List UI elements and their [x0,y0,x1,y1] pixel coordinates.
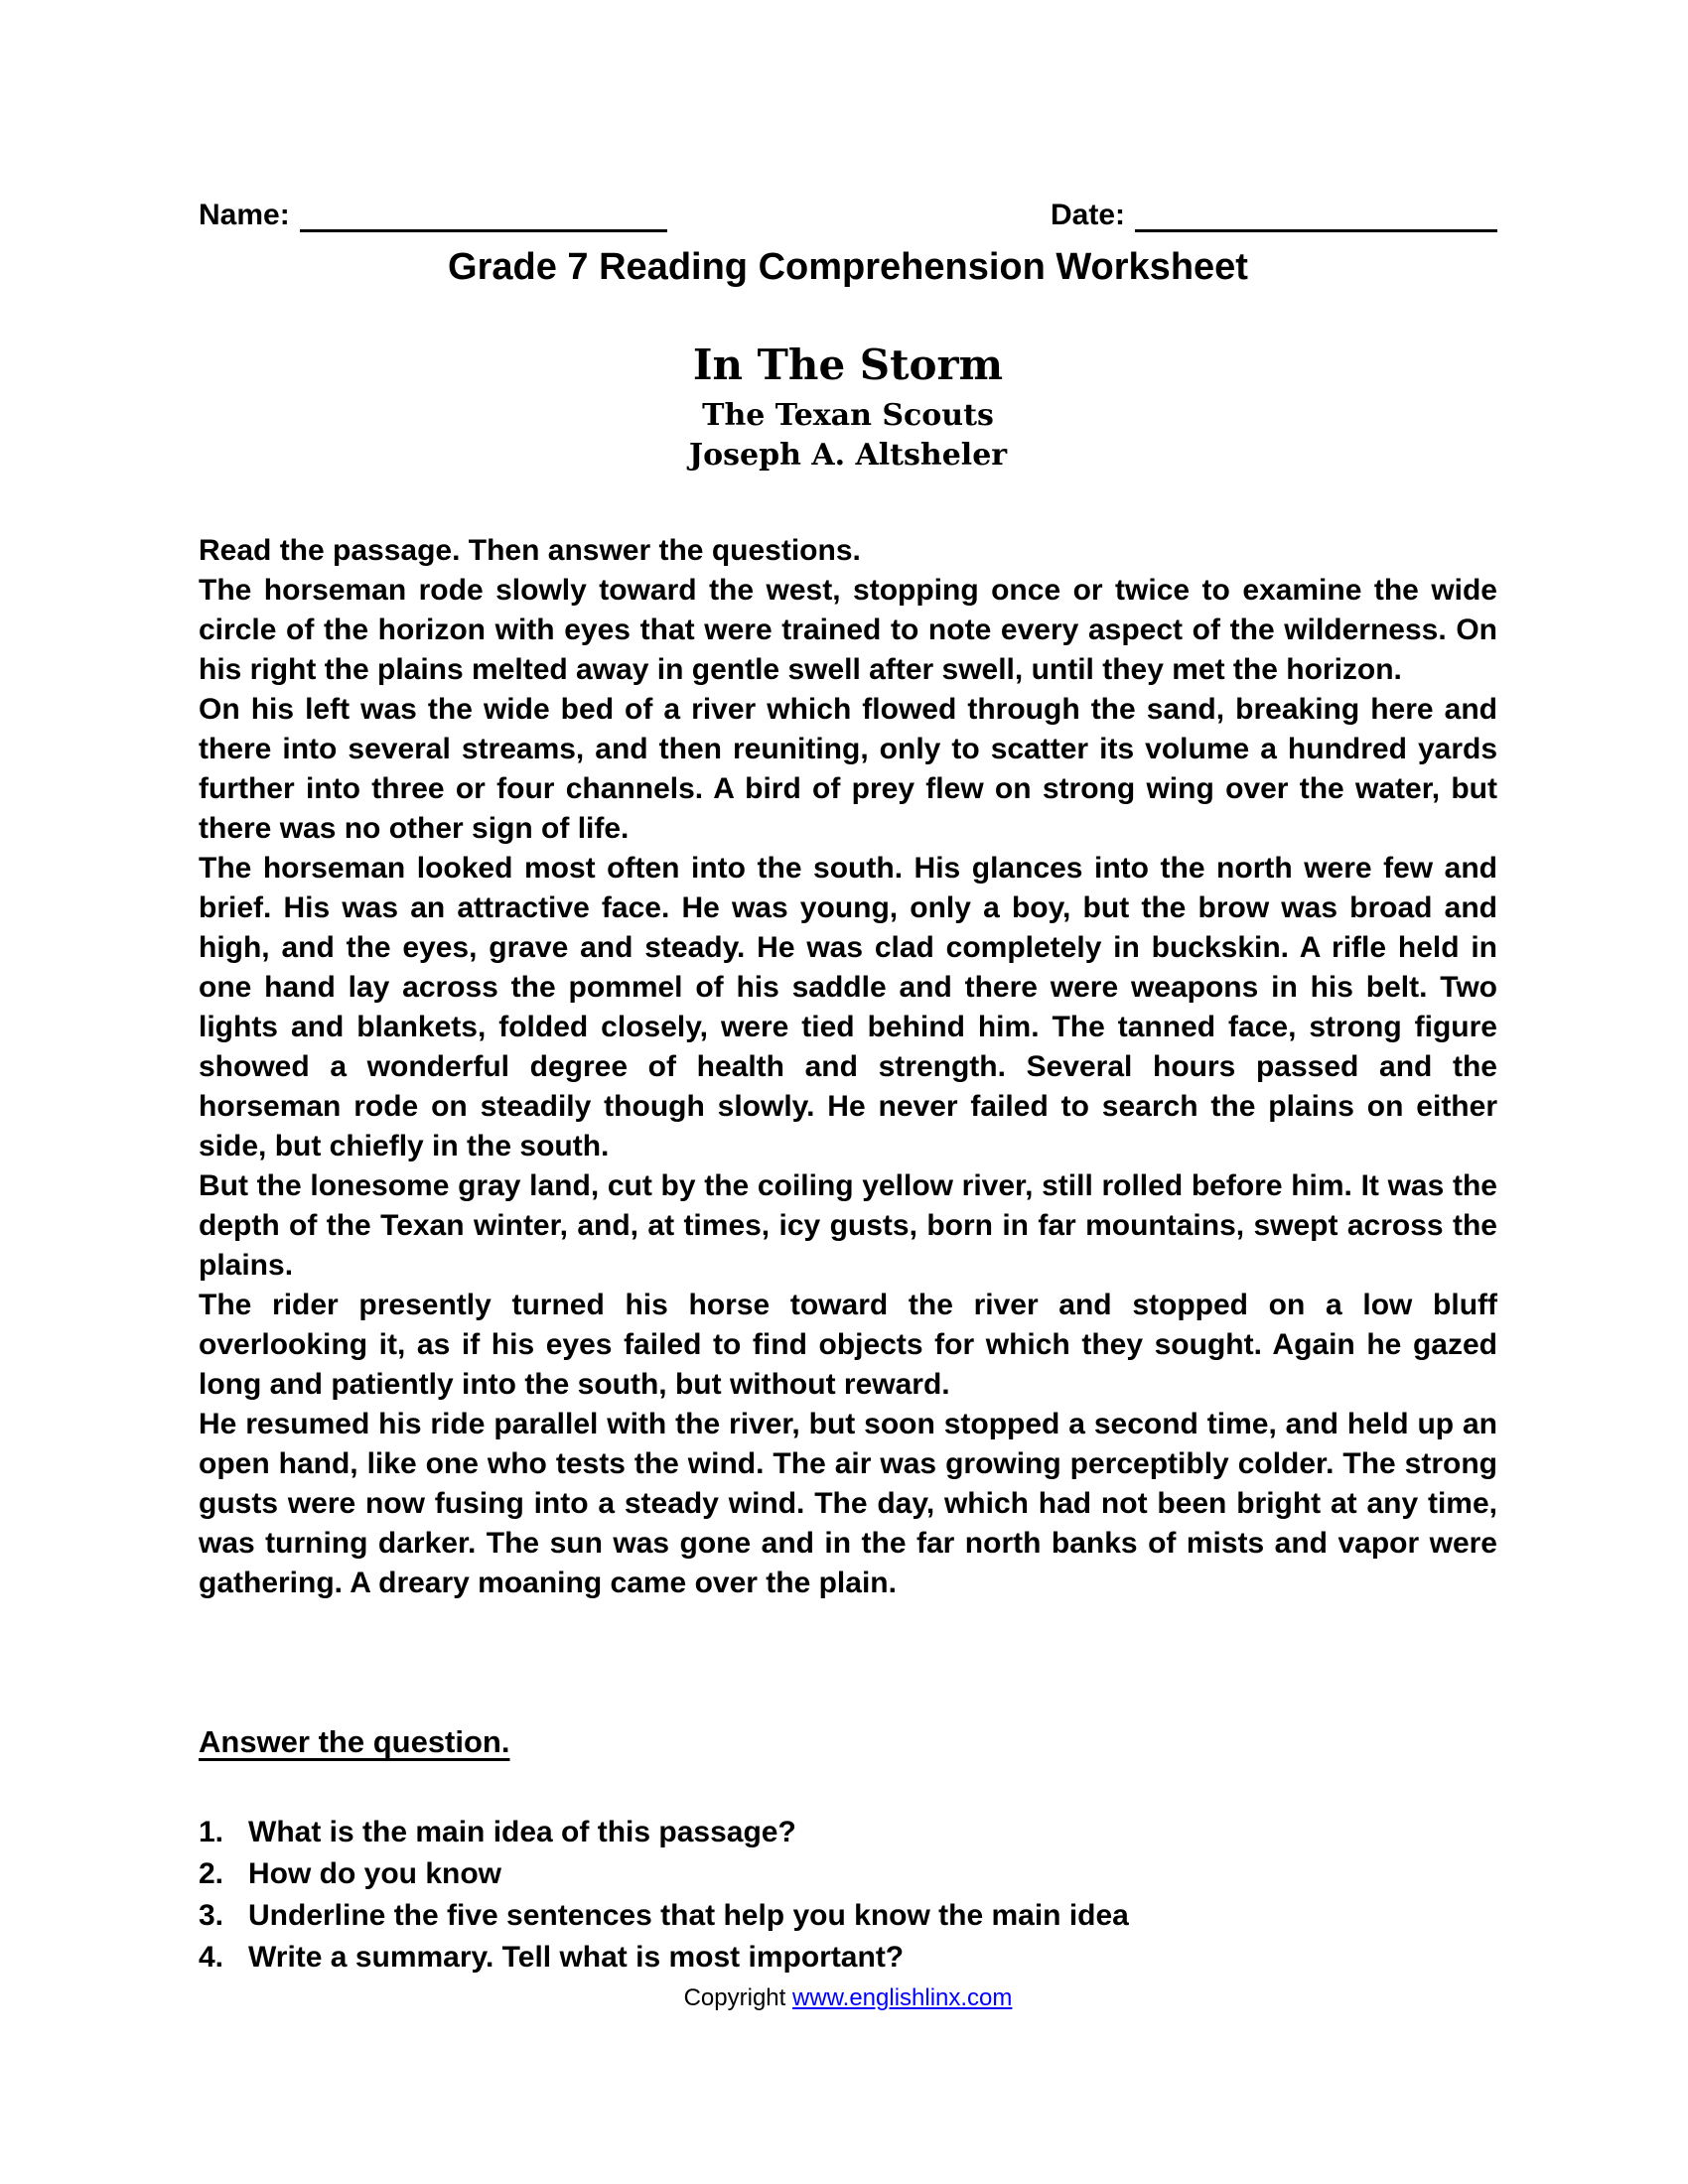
passage-book-title: The Texan Scouts [702,398,994,433]
copyright-footer [199,1984,1497,2012]
question-item-2 [199,1853,1497,1895]
question-number: 4. [199,1941,224,1974]
question-text: Underline the five sentences that help you know the main idea [248,1899,1129,1932]
name-label: Name: [199,199,290,231]
question-text: Write a summary. Tell what is most important? [248,1941,905,1974]
question-item-3 [199,1895,1497,1937]
question-text: How do you know [248,1857,501,1890]
question-item-1 [199,1812,1497,1853]
copyright-text: Copyright [683,1984,792,2011]
copyright-link[interactable]: www.englishlinx.com [791,1984,1013,2011]
question-number: 2. [199,1857,224,1890]
question-text: What is the main idea of this passage? [248,1816,796,1848]
passage-paragraph-6: He resumed his ride parallel with the river, but soon stopped a second time, and held up an open hand, like one who tests the wind. The air was growing perceptibly colder. The strong gusts were now fusing into a steady wind. The day, which had not been bright at any time, was turning darker. The sun was gone and in the far north banks of mists and vapor were gathering. A dreary moaning came over the plain. [199,1408,1497,1599]
question-list [199,1812,1497,1979]
passage-paragraph-4: But the lonesome gray land, cut by the coiling yellow river, still rolled before him. It was the depth of the Texan winter, and, at times, icy gusts, born in far mountains, swept across the plains. [199,1169,1497,1282]
answer-section-heading: Answer the question. [199,1724,510,1759]
passage-paragraph-1: The horseman rode slowly toward the west, stopping once or twice to examine the wide circle of the horizon with eyes that were trained to note every aspect of the wilderness. On his right the plains melted away in gentle swell after swell, until they met the horizon. [199,574,1497,686]
name-date-row [199,199,1497,232]
question-number: 1. [199,1816,224,1848]
worksheet-title: Grade 7 Reading Comprehension Worksheet [448,246,1248,288]
passage-paragraph-3: The horseman looked most often into the south. His glances into the north were few and brief. His was an attractive face. He was young, only a boy, but the brow was broad and high, and the eyes, grave and steady. He was clad completely in buckskin. A rifle held in one hand lay across the pommel of his saddle and there were weapons in his belt. Two lights and blankets, folded closely, were tied behind him. The tanned face, strong figure showed a wonderful degree of health and strength. Several hours passed and the horseman rode on steadily though slowly. He never failed to search the plains on either side, but chiefly in the south. [199,852,1497,1162]
question-number: 3. [199,1899,224,1932]
passage-header [199,341,1497,476]
date-blank-line [1135,199,1497,232]
passage-body [199,571,1497,1603]
date-label: Date: [1050,199,1125,231]
passage-title: In The Storm [692,341,1004,389]
date-field [1051,199,1497,232]
passage-paragraph-2: On his left was the wide bed of a river which flowed through the sand, breaking here and there into several streams, and then reuniting, only to scatter its volume a hundred yards further into three or four channels. A bird of prey flew on strong wing over the water, but there was no other sign of life. [199,693,1497,845]
passage-author: Joseph A. Altsheler [688,438,1008,473]
name-field [199,199,667,232]
question-item-4 [199,1937,1497,1979]
name-blank-line [300,199,667,232]
passage-paragraph-5: The rider presently turned his horse toward the river and stopped on a low bluff overlooking it, as if his eyes failed to find objects for which they sought. Again he gazed long and patiently into the south, but without reward. [199,1289,1497,1401]
passage-instructions: Read the passage. Then answer the questions. [199,534,861,567]
